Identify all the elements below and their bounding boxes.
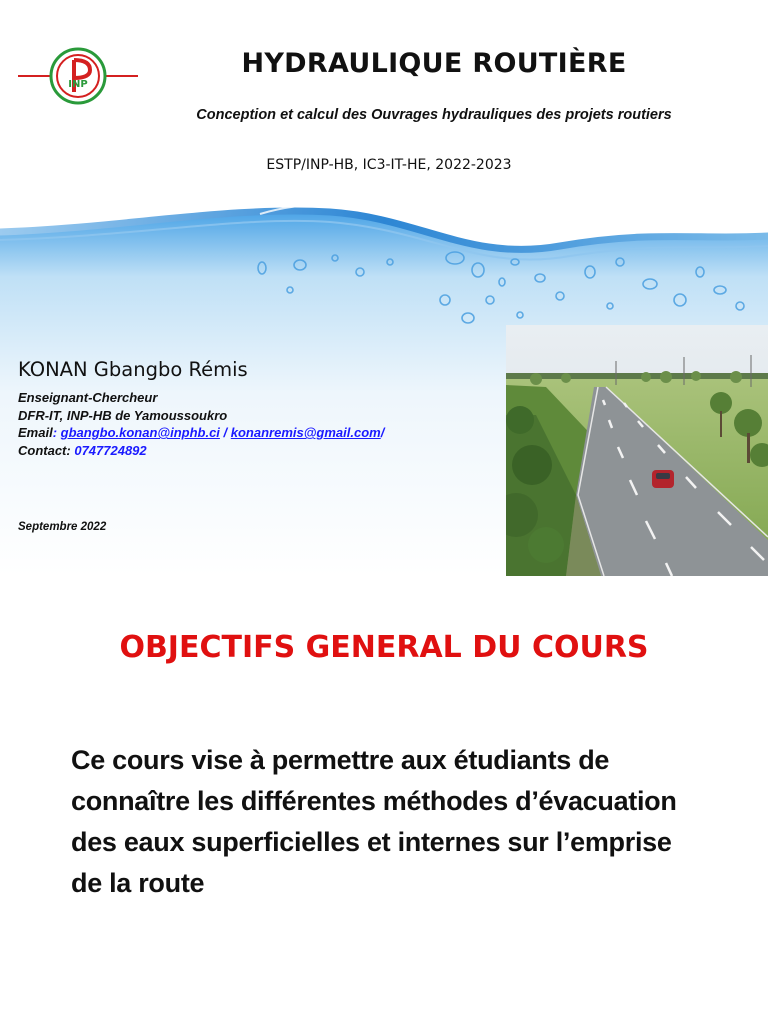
email-divider: / — [219, 425, 231, 440]
email-link-1[interactable]: gbangbo.konan@inphb.ci — [60, 425, 220, 440]
author-affiliation: DFR-IT, INP-HB de Yamoussoukro — [18, 407, 228, 423]
course-title: HYDRAULIQUE ROUTIÈRE — [241, 48, 627, 79]
course-subtitle: Conception et calcul des Ouvrages hydrauliques des projets routiers — [196, 107, 672, 123]
objectives-title: OBJECTIFS GENERAL DU COURS — [119, 630, 649, 665]
email-label: Email — [18, 425, 53, 440]
author-contact-line — [18, 442, 384, 460]
road-photo — [506, 325, 768, 576]
author-role: Enseignant-Chercheur — [18, 390, 158, 405]
email-colon: : — [52, 425, 61, 440]
objectives-line: des eaux superficielles et internes sur l’emprise — [71, 827, 672, 857]
presentation-date: Septembre 2022 — [18, 521, 107, 533]
contact-phone: 0747724892 — [74, 442, 147, 458]
email-trail: / — [380, 425, 385, 440]
objectives-body — [71, 740, 731, 904]
svg-text:INP: INP — [68, 79, 88, 90]
objectives-line: connaître les différentes méthodes d’évacuation — [71, 786, 677, 816]
author-name: KONAN Gbangbo Rémis — [18, 358, 248, 381]
inp-logo — [18, 44, 138, 108]
school-year-line: ESTP/INP-HB, IC3-IT-HE, 2022-2023 — [266, 157, 512, 173]
email-link-2[interactable]: konanremis@gmail.com — [230, 425, 381, 440]
author-info — [18, 389, 384, 459]
objectives-line: Ce cours vise à permettre aux étudiants de — [71, 745, 610, 775]
author-email-line — [18, 424, 384, 442]
contact-label: Contact: — [18, 442, 71, 458]
objectives-line: de la route — [71, 868, 205, 898]
